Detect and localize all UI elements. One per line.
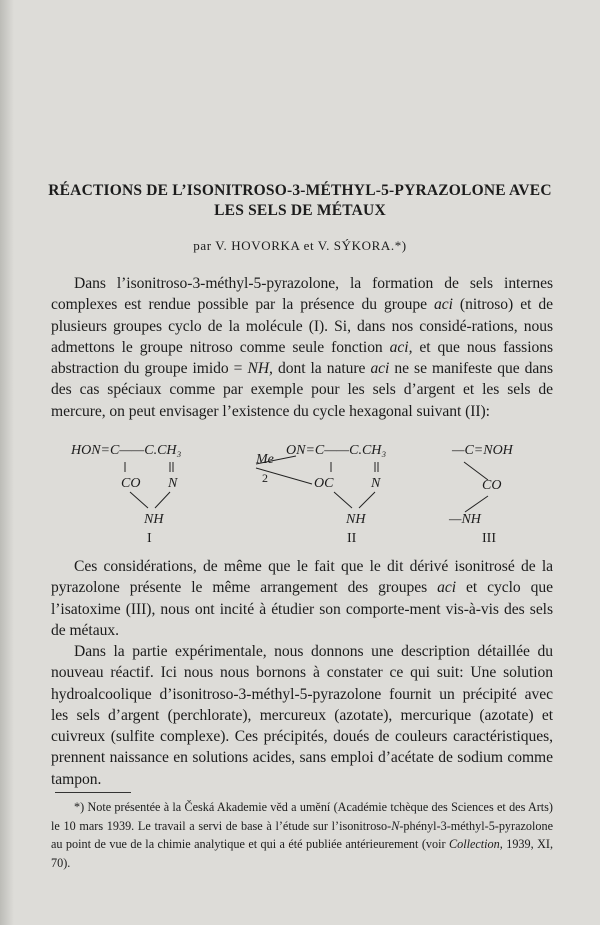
footnote <box>51 798 553 872</box>
formula-i-nh: NH <box>144 512 164 527</box>
title-line-2: LES SELS DE MÉTAUX <box>214 202 386 219</box>
footnote-collection: Collection, <box>448 837 503 852</box>
formula-iii-label: III <box>482 531 496 546</box>
formula-ii-n: N <box>371 476 381 491</box>
article-title <box>30 181 570 221</box>
structural-formulas <box>0 440 600 550</box>
footnote-n: N <box>391 818 400 833</box>
formula-ii-nh: NH <box>346 512 366 527</box>
formula-iii-nh: —NH <box>449 512 481 527</box>
title-line-1: RÉACTIONS DE L’ISONITROSO-3-MÉTHYL-5-PYRAZOLONE AVEC <box>48 182 552 199</box>
p1-aci-3: aci <box>370 360 390 378</box>
footnote-rule <box>55 792 131 793</box>
p1-aci-2: aci, <box>389 338 413 356</box>
footnote-text-3: 1939, XI, 70). <box>51 837 553 870</box>
p2-text-1: Ces considérations, de même que le fait que le dit dérivé isonitrosé de la pyrazolone présente le même arrangement des groupes <box>51 558 553 597</box>
p1-text-2: (nitroso) et de plusieurs groupes cyclo de la molécule (I). Si, dans nos considé-rations, nous admettons le groupe nitroso comme seule fonction <box>51 296 553 356</box>
paragraph-considerations <box>51 556 553 641</box>
p1-text-4: dont la nature <box>272 360 371 378</box>
paragraph-experimental <box>51 641 553 790</box>
p1-text-1: Dans l’isonitroso-3-méthyl-5-pyrazolone, la formation de sels internes complexes est rendue possible par la présence du groupe <box>51 275 553 314</box>
formula-i-top: HON=C——C.CH₃ <box>71 443 182 458</box>
p1-text-3: et que nous fassions abstraction du groupe imido = <box>51 338 553 378</box>
formula-iii-co: CO <box>482 478 502 493</box>
formula-i-co: CO <box>121 476 141 491</box>
footnote-text-1: *) Note présentée à la Česká Akademie věd a umění (Académie tchèque des Sciences et des Arts) le 10 mars 1939. Le travail a servi de base à l’étude sur l’isonitroso- <box>51 800 553 833</box>
formula-i-label: I <box>147 531 152 546</box>
footnote-text-2: -phényl-3-méthyl-5-pyrazolone au point de vue de la chimie analytique et qui a été publiée antérieurement (voir <box>51 818 553 852</box>
p1-aci-1: aci <box>434 296 453 314</box>
formula-ii-oc: OC <box>314 476 334 491</box>
formula-ii-label: II <box>347 531 357 546</box>
formula-ii-top: ON=C——C.CH₃ <box>286 443 387 458</box>
author-byline: par V. HOVORKA et V. SÝKORA.*) <box>193 238 407 253</box>
p1-text-5: ne se manifeste que dans des cas spéciaux comme par exemple pour les sels d’argent et les sels de mercure, on peut envisager l’existence du cycle hexagonal suivant (II): <box>51 360 554 420</box>
paragraph-intro <box>51 273 553 422</box>
formula-iii-top: —C=NOH <box>452 443 513 458</box>
formula-i-n: N <box>168 476 178 491</box>
p3-text: Dans la partie expérimentale, nous donnons une description détaillée du nouveau réactif. Ici nous nous bornons à constater ce qui suit: Une solution hydroalcoolique d’isonitroso-3-méthyl-5-pyrazolone fournit un précipité avec les sels d’argent (perchlorate), mercureux (azotate), mercurique (azotate) et cuivreux (sulfite complexe). Ces précipités, doués de couleurs caractéristiques, prennent naissance en solutions acides, sans emploi d’acétate de sodium comme tampon. <box>51 643 553 788</box>
p2-text-2: et cyclo que l’isatoxime (III), nous ont incité à étudier son comporte-ment vis-à-vis des sels de métaux. <box>51 579 553 639</box>
p2-aci: aci <box>437 579 457 597</box>
formula-ii-two: 2 <box>262 471 268 485</box>
formula-ii-me: Me <box>256 452 274 467</box>
p1-nh: NH, <box>247 360 273 378</box>
